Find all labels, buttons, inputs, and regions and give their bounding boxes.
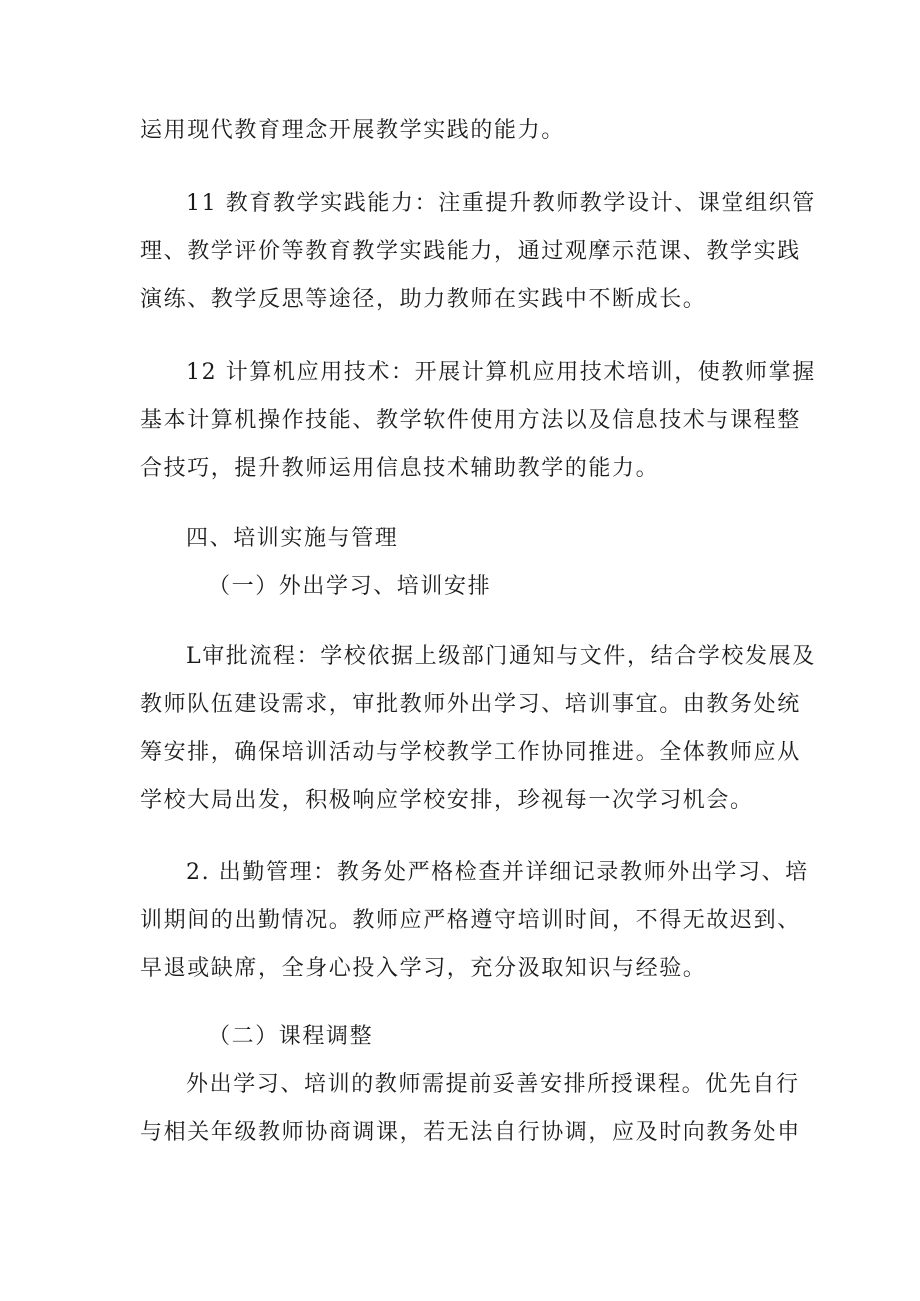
item-attendance-line: 2. 出勤管理：教务处严格检查并详细记录教师外出学习、培 [186,860,809,885]
paragraph-line: 筹安排，确保培训活动与学校教学工作协同推进。全体教师应从 [140,740,801,765]
paragraph-line: 演练、教学反思等途径，助力教师在实践中不断成长。 [140,287,707,312]
paragraph-line: 学校大局出发，积极响应学校安排，珍视每一次学习机会。 [140,788,754,813]
paragraph-line: 早退或缺席，全身心投入学习，充分汲取知识与经验。 [140,956,707,981]
item-approval-line: L审批流程：学校依据上级部门通知与文件，结合学校发展及 [186,644,816,669]
paragraph-line: 基本计算机操作技能、教学软件使用方法以及信息技术与课程整 [140,408,801,433]
paragraph-line: 运用现代教育理念开展教学实践的能力。 [140,118,565,143]
subsection-heading: （二）课程调整 [208,1024,374,1049]
paragraph-line: 教师队伍建设需求，审批教师外出学习、培训事宜。由教务处统 [140,692,801,717]
subsection-heading: （一）外出学习、培训安排 [208,574,492,599]
paragraph-line: 外出学习、培训的教师需提前妥善安排所授课程。优先自行 [186,1072,800,1097]
paragraph-line: 合技巧，提升教师运用信息技术辅助教学的能力。 [140,456,660,481]
paragraph-line: 训期间的出勤情况。教师应严格遵守培训时间，不得无故迟到、 [140,908,801,933]
paragraph-line: 理、教学评价等教育教学实践能力，通过观摩示范课、教学实践 [140,239,801,264]
item-11-line: 11 教育教学实践能力：注重提升教师教学设计、课堂组织管 [186,191,816,216]
section-heading: 四、培训实施与管理 [186,526,399,551]
paragraph-line: 与相关年级教师协商调课，若无法自行协调，应及时向教务处申 [140,1120,801,1145]
item-12-line: 12 计算机应用技术：开展计算机应用技术培训，使教师掌握 [186,360,816,385]
